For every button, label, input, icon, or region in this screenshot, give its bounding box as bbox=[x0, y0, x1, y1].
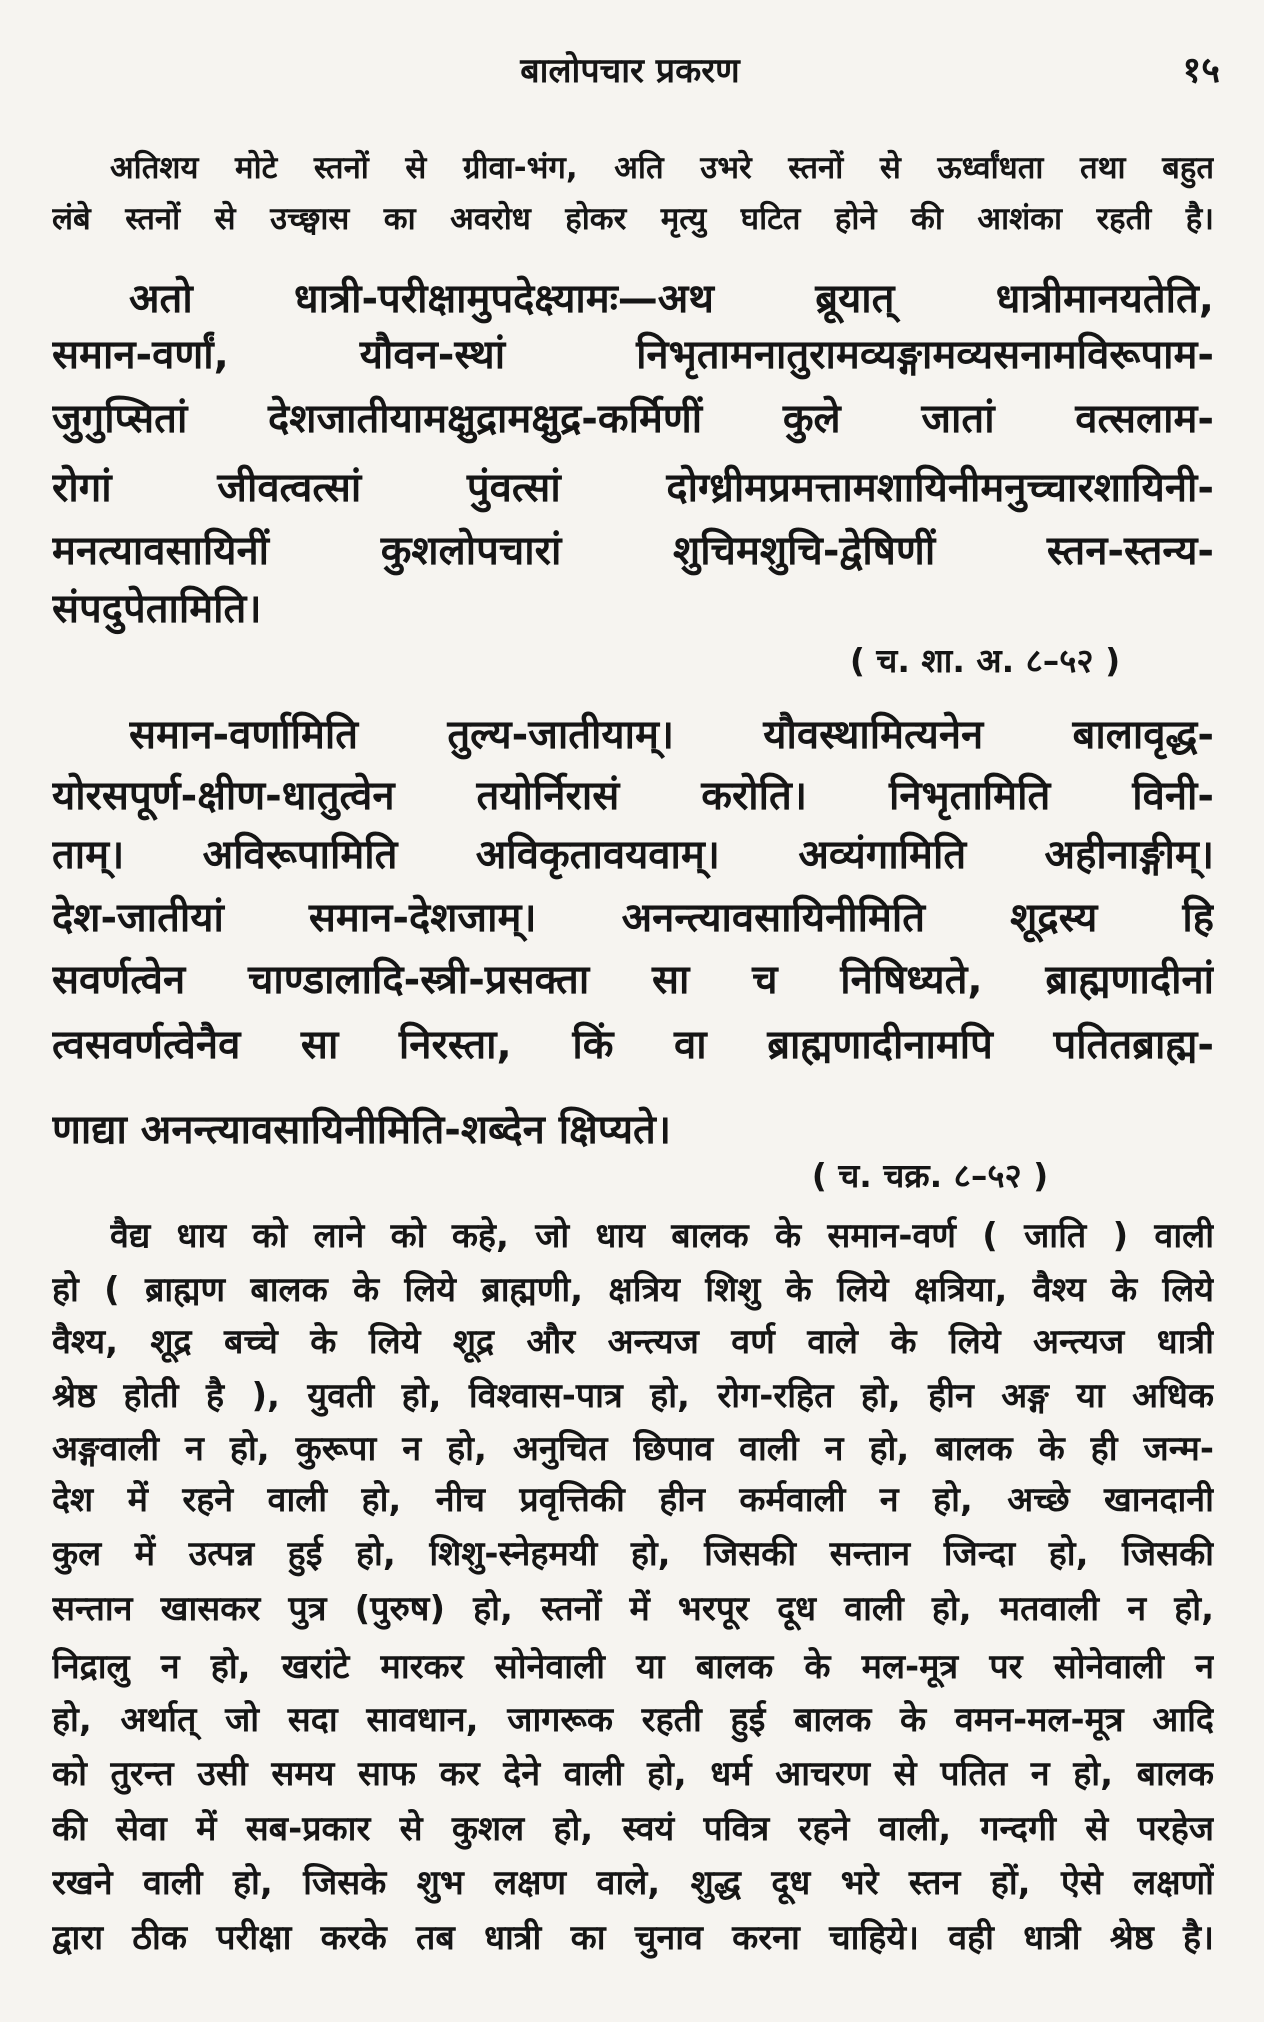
commentary-line: त्वसवर्णत्वेनैव सा निरस्ता, किं वा ब्राह्मणादीनामपि पतितब्राह्म- bbox=[52, 1022, 1214, 1068]
translation-line: देश में रहने वाली हो, नीच प्रवृत्तिकी हीन कर्मवाली न हो, अच्छे खानदानी bbox=[52, 1480, 1214, 1520]
translation-line: रखने वाली हो, जिसके शुभ लक्षण वाले, शुद्ध दूध भरे स्तन हों, ऐसे लक्षणों bbox=[52, 1863, 1214, 1903]
translation-line: द्वारा ठीक परीक्षा करके तब धात्री का चुनाव करना चाहिये। वही धात्री श्रेष्ठ है। bbox=[52, 1918, 1214, 1958]
translation-line: को तुरन्त उसी समय साफ कर देने वाली हो, धर्म आचरण से पतित न हो, बालक bbox=[52, 1754, 1214, 1794]
commentary-citation: ( च. चक्र. ८–५२ ) bbox=[811, 1156, 1049, 1195]
translation-line: श्रेष्ठ होती है ), युवती हो, विश्वास-पात्र हो, रोग-रहित हो, हीन अङ्ग या अधिक bbox=[52, 1376, 1214, 1416]
translation-line: वैश्य, शूद्र बच्चे के लिये शूद्र और अन्त्यज वर्ण वाले के लिये अन्त्यज धात्री bbox=[52, 1322, 1214, 1362]
commentary-line: णाद्या अनन्त्यावसायिनीमिति-शब्देन क्षिप्यते। bbox=[52, 1107, 671, 1153]
commentary-line: सवर्णत्वेन चाण्डालादि-स्त्री-प्रसक्ता सा च निषिध्यते, ब्राह्मणादीनां bbox=[52, 957, 1214, 1003]
commentary-line: देश-जातीयां समान-देशजाम्। अनन्त्यावसायिनीमिति शूद्रस्य हि bbox=[52, 895, 1214, 941]
commentary-line: योरसपूर्ण-क्षीण-धातुत्वेन तयोर्निरासं करोति। निभृतामिति विनी- bbox=[52, 773, 1214, 819]
commentary-line: ताम्। अविरूपामिति अविकृतावयवाम्। अव्यंगामिति अहीनाङ्गीम्। bbox=[52, 832, 1214, 878]
intro-line: लंबे स्तनों से उच्छ्वास का अवरोध होकर मृत्यु घटित होने की आशंका रहती है। bbox=[52, 201, 1214, 237]
running-header-title: बालोपचार प्रकरण bbox=[520, 51, 740, 91]
translation-line: सन्तान खासकर पुत्र (पुरुष) हो, स्तनों में भरपूर दूध वाली हो, मतवाली न हो, bbox=[52, 1589, 1214, 1629]
intro-line: अतिशय मोटे स्तनों से ग्रीवा-भंग, अति उभरे स्तनों से ऊर्ध्वांधता तथा बहुत bbox=[110, 150, 1214, 186]
translation-line: हो, अर्थात् जो सदा सावधान, जागरूक रहती हुई बालक के वमन-मल-मूत्र आदि bbox=[52, 1700, 1214, 1740]
translation-line: की सेवा में सब-प्रकार से कुशल हो, स्वयं पवित्र रहने वाली, गन्दगी से परहेज bbox=[52, 1809, 1214, 1849]
commentary-line: समान-वर्णामिति तुल्य-जातीयाम्। यौवस्थामित्यनेन बालावृद्ध- bbox=[129, 712, 1214, 758]
verse-line: अतो धात्री-परीक्षामुपदेक्ष्यामः—अथ ब्रूयात् धात्रीमानयतेति, bbox=[129, 276, 1214, 322]
verse-line: रोगां जीवत्वत्सां पुंवत्सां दोग्ध्रीमप्रमत्तामशायिनीमनुच्चारशायिनी- bbox=[52, 465, 1214, 511]
page-number: १५ bbox=[1182, 50, 1220, 91]
verse-line: समान-वर्णां, यौवन-स्थां निभृतामनातुरामव्यङ्गामव्यसनामविरूपाम- bbox=[52, 332, 1214, 378]
verse-citation: ( च. शा. अ. ८–५२ ) bbox=[849, 641, 1121, 680]
verse-line: मनत्यावसायिनीं कुशलोपचारां शुचिमशुचि-द्वेषिणीं स्तन-स्तन्य- bbox=[52, 528, 1214, 574]
translation-line: वैद्य धाय को लाने को कहे, जो धाय बालक के समान-वर्ण ( जाति ) वाली bbox=[110, 1216, 1214, 1256]
verse-line: संपदुपेतामिति। bbox=[52, 586, 262, 632]
verse-line: जुगुप्सितां देशजातीयामक्षुद्रामक्षुद्र-कर्मिणीं कुले जातां वत्सलाम- bbox=[52, 396, 1214, 442]
translation-line: निद्रालु न हो, खरांटे मारकर सोनेवाली या बालक के मल-मूत्र पर सोनेवाली न bbox=[52, 1647, 1214, 1687]
translation-line: अङ्गवाली न हो, कुरूपा न हो, अनुचित छिपाव वाली न हो, बालक के ही जन्म- bbox=[52, 1429, 1214, 1469]
translation-line: हो ( ब्राह्मण बालक के लिये ब्राह्मणी, क्षत्रिय शिशु के लिये क्षत्रिया, वैश्य के लिये bbox=[52, 1270, 1214, 1310]
translation-line: कुल में उत्पन्न हुई हो, शिशु-स्नेहमयी हो, जिसकी सन्तान जिन्दा हो, जिसकी bbox=[52, 1534, 1214, 1574]
